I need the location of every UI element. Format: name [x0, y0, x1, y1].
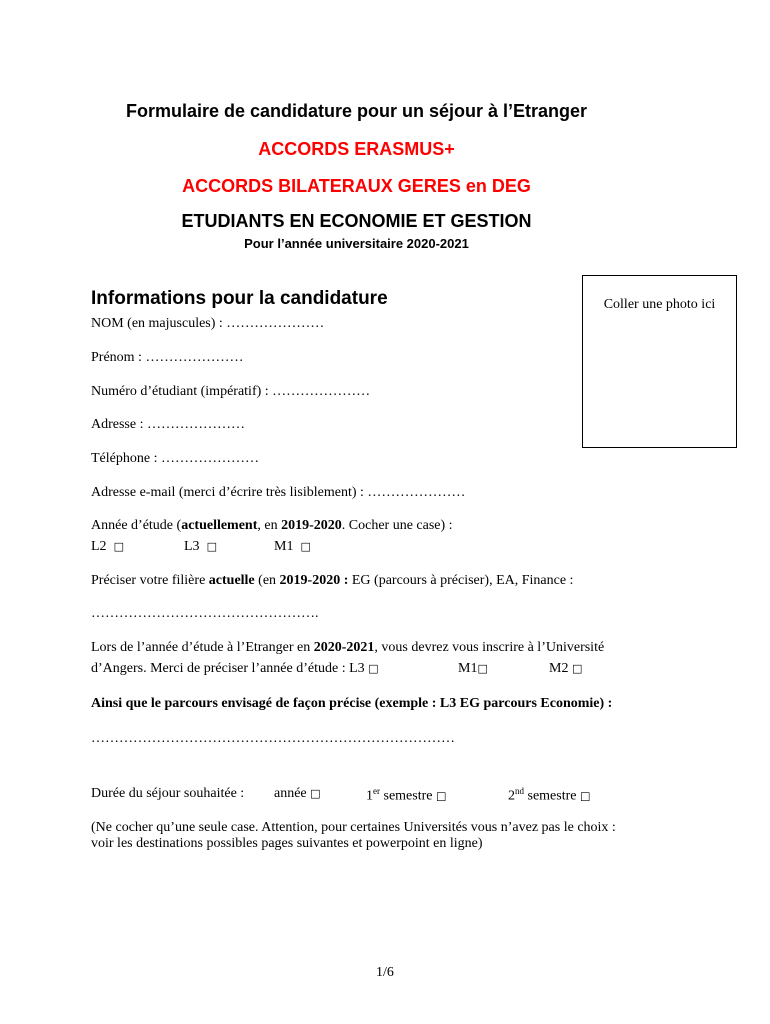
abroad-year-option-l3[interactable] — [91, 661, 379, 677]
photo-label: Coller une photo ici — [603, 297, 716, 312]
option-superscript: er — [373, 786, 380, 796]
bold-segment: actuellement — [181, 518, 258, 533]
text-segment: . Cocher une case) : — [341, 518, 453, 533]
duration-option-semester-1[interactable] — [366, 786, 446, 805]
option-label: d’Angers. Merci de préciser l’année d’étude : L3 — [91, 661, 365, 676]
abroad-year-option-m2[interactable] — [549, 661, 582, 677]
checkbox-icon[interactable]: □ — [113, 540, 124, 553]
option-number: 1 — [366, 788, 373, 804]
checkbox-icon[interactable]: □ — [477, 662, 488, 675]
text-segment: EG (parcours à préciser), EA, Finance : — [348, 573, 574, 588]
current-year-question — [91, 518, 453, 534]
stay-duration-label: Durée du séjour souhaitée : — [91, 786, 245, 801]
program-question — [91, 573, 573, 589]
students-heading: ETUDIANTS EN ECONOMIE ET GESTION — [181, 211, 532, 231]
bold-segment: 2019-2020 — [281, 518, 342, 533]
duration-option-year[interactable] — [274, 786, 321, 802]
option-label: semestre — [380, 788, 433, 804]
text-segment: , vous devrez vous inscrire à l’Université — [374, 640, 605, 655]
text-segment: Préciser votre filière — [91, 573, 209, 588]
bold-segment: actuelle — [208, 573, 255, 588]
option-label: L3 — [184, 539, 200, 554]
form-title: Formulaire de candidature pour un séjour à l’Etranger — [125, 101, 588, 121]
checkbox-icon[interactable]: □ — [206, 540, 217, 553]
option-superscript: nd — [515, 786, 524, 796]
nom-field[interactable]: NOM (en majuscules) : ………………… — [91, 316, 325, 331]
bold-segment: 2020-2021 — [313, 640, 375, 655]
duration-option-semester-2[interactable] — [508, 786, 590, 805]
checkbox-icon[interactable]: □ — [368, 662, 379, 675]
note-line-2: voir les destinations possibles pages suivantes et powerpoint en ligne) — [91, 836, 483, 851]
track-question: Ainsi que le parcours envisagé de façon précise (exemple : L3 EG parcours Economie) : — [91, 696, 613, 711]
section-title: Informations pour la candidature — [91, 288, 388, 309]
option-label: année — [274, 786, 307, 801]
checkbox-icon[interactable]: □ — [571, 662, 583, 675]
current-year-option-l2[interactable] — [91, 539, 124, 555]
option-number: 2 — [508, 788, 515, 804]
current-year-option-l3[interactable] — [184, 539, 217, 555]
option-label: L2 — [91, 539, 107, 554]
erasmus-heading: ACCORDS ERASMUS+ — [258, 139, 455, 159]
phone-field[interactable]: Téléphone : ………………… — [91, 451, 259, 466]
address-field[interactable]: Adresse : ………………… — [91, 417, 245, 432]
program-answer-field[interactable]: …………………………………………. — [91, 606, 319, 621]
checkbox-icon[interactable]: □ — [310, 787, 321, 800]
photo-box — [582, 275, 737, 448]
option-label: semestre — [524, 788, 577, 804]
track-answer-field[interactable]: …………………………………………………………………… — [91, 731, 455, 746]
bold-segment: 2019-2020 : — [279, 573, 349, 588]
bilateral-heading: ACCORDS BILATERAUX GERES en DEG — [182, 176, 531, 196]
current-year-option-m1[interactable] — [274, 539, 311, 555]
page-number: 1/6 — [376, 965, 394, 980]
abroad-year-option-m1[interactable] — [458, 661, 488, 677]
option-label: M2 — [549, 661, 569, 676]
text-segment: (en — [254, 573, 280, 588]
checkbox-icon[interactable]: □ — [435, 789, 447, 803]
student-number-field[interactable]: Numéro d’étudiant (impératif) : ………………… — [91, 384, 371, 399]
academic-year-subtitle: Pour l’année universitaire 2020-2021 — [244, 236, 469, 251]
option-label: M1 — [458, 661, 478, 676]
text-segment: , en — [257, 518, 282, 533]
text-segment: Année d’étude ( — [91, 518, 182, 533]
checkbox-icon[interactable]: □ — [300, 540, 311, 553]
email-field[interactable]: Adresse e-mail (merci d’écrire très lisiblement) : ………………… — [91, 485, 466, 500]
note-line-1: (Ne cocher qu’une seule case. Attention, pour certaines Universités vous n’avez pas le choix : — [91, 820, 616, 835]
abroad-year-question — [91, 640, 604, 656]
prenom-field[interactable]: Prénom : ………………… — [91, 350, 244, 365]
text-segment: Lors de l’année d’étude à l’Etranger en — [91, 640, 314, 655]
checkbox-icon[interactable]: □ — [579, 789, 591, 803]
option-label: M1 — [274, 539, 294, 554]
